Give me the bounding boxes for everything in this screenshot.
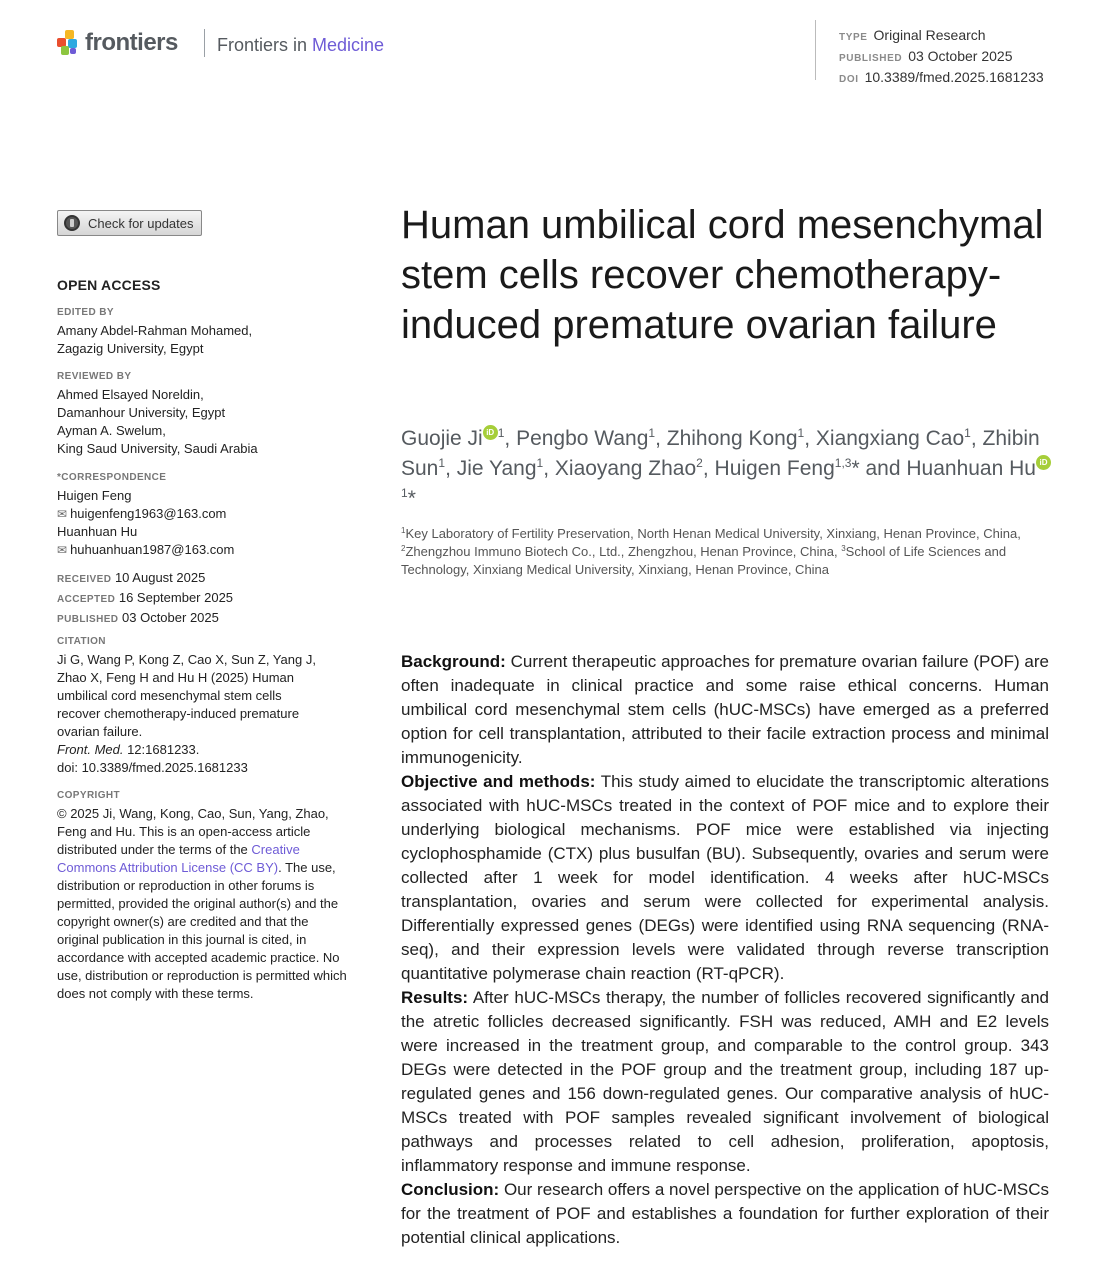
abstract-heading: Conclusion: xyxy=(401,1180,500,1199)
author-name: Huanhuan Hu xyxy=(906,457,1036,480)
accepted-label: ACCEPTED xyxy=(57,594,116,605)
author-name: Xiaoyang Zhao xyxy=(554,457,697,480)
abstract-heading: Objective and methods: xyxy=(401,772,596,791)
published-date: 03 October 2025 xyxy=(122,610,219,625)
edited-by-label: EDITED BY xyxy=(57,307,114,318)
reviewer-line: Ayman A. Swelum, xyxy=(57,423,166,438)
author-name: Guojie Ji xyxy=(401,427,483,450)
author-name: Huigen Feng xyxy=(714,457,835,480)
author-affiliation-sup: 1 xyxy=(964,426,971,440)
correspondent-name: Huigen Feng xyxy=(57,488,132,503)
logo-divider xyxy=(204,29,205,57)
author-affiliation-sup: 1,3 xyxy=(834,456,852,470)
accepted-date: 16 September 2025 xyxy=(118,590,234,605)
article-meta xyxy=(839,26,1044,89)
author[interactable] xyxy=(816,427,971,450)
abstract-text: Our research offers a novel perspective on the application of hUC-MSCs for the treatment of POF and establishes a foundation for further exploration of their potential clinical applications. xyxy=(401,1180,1049,1247)
abstract-conclusion xyxy=(401,1178,1049,1250)
author-affiliation-sup: 1 xyxy=(797,426,805,440)
editor-line: Zagazig University, Egypt xyxy=(57,341,204,356)
abstract xyxy=(401,650,1049,1250)
abstract-objective xyxy=(401,770,1049,986)
check-updates-label: Check for updates xyxy=(88,215,194,231)
correspondent-email[interactable]: ✉ huigenfeng1963@163.com xyxy=(57,505,357,523)
copyright-section xyxy=(57,789,352,1003)
citation-line: umbilical cord mesenchymal stem cells xyxy=(57,688,282,703)
author-affiliation-sup: 1 xyxy=(438,456,446,470)
copyright-pre: © 2025 Ji, Wang, Kong, Cao, Sun, Yang, Zhao, Feng and Hu. This is an open-access article distributed under the terms of the xyxy=(57,806,329,857)
orcid-icon[interactable]: iD xyxy=(483,425,498,440)
copyright-label: COPYRIGHT xyxy=(57,790,121,801)
author-affiliation-sup: 1 xyxy=(648,426,656,440)
citation-doi[interactable]: doi: 10.3389/fmed.2025.1681233 xyxy=(57,760,248,775)
reviewer-line: Damanhour University, Egypt xyxy=(57,405,226,420)
copyright-text xyxy=(57,805,352,1003)
check-for-updates-button[interactable] xyxy=(57,210,202,236)
citation-journal: Front. Med. xyxy=(57,742,124,757)
abstract-results xyxy=(401,986,1049,1178)
abstract-heading: Results: xyxy=(401,988,469,1007)
abstract-text: After hUC-MSCs therapy, the number of follicles recovered significantly and the atretic follicles decreased significantly. FSH was reduced, AMH and E2 levels were increased in the treatment group, and comparable to the control group. 343 DEGs were detected in the POF group and the treatment group, including 187 up-regulated genes and 156 down-regulated genes. Our comparative analysis of hUC-MSCs treated with POF samples revealed significant involvement of biological pathways and processes related to cell adhesion, proliferation, apoptosis, inflammatory response and immune response. xyxy=(401,988,1049,1175)
edited-by-section xyxy=(57,306,357,358)
author-list: Guojie Ji iD $^1$, Pengbo Wang$^1$, Zhihong Kong$^1$, Xiangxiang Cao$^1$, Zhibin Sun$^1$, Jie Yang$^1$, Xiaoyang Zhao$^2$, Huigen Feng$^{1,3}$* and Huanhuan Hu $iD^1*$ xyxy=(401,424,1051,514)
author[interactable] xyxy=(457,457,543,480)
type-label: TYPE xyxy=(839,32,868,43)
affiliation-sup: 3 xyxy=(841,544,846,553)
author[interactable] xyxy=(516,427,655,450)
logo-wordmark: frontiers xyxy=(85,29,178,56)
article-title: Human umbilical cord mesenchymal stem cells recover chemotherapy-induced premature ovarian failure xyxy=(401,203,1044,347)
citation-line: Zhao X, Feng H and Hu H (2025) Human xyxy=(57,670,295,685)
correspondent-email[interactable]: ✉ huhuanhuan1987@163.com xyxy=(57,541,357,559)
orcid-icon[interactable]: iD xyxy=(1036,455,1051,470)
author-name: Xiangxiang Cao xyxy=(815,427,965,450)
published-label: PUBLISHED xyxy=(839,53,903,64)
author-affiliation-sup: 1 xyxy=(497,426,505,440)
reviewed-by-section xyxy=(57,370,357,458)
doi-label: DOI xyxy=(839,74,859,85)
reviewer-line: Ahmed Elsayed Noreldin, xyxy=(57,387,204,402)
author-affiliation-sup: 1 xyxy=(536,456,544,470)
affiliations xyxy=(401,525,1051,579)
published-label: PUBLISHED xyxy=(57,614,119,625)
author-affiliation-sup: 2 xyxy=(696,456,703,470)
received-date: 10 August 2025 xyxy=(114,570,206,585)
citation-volume: 12:1681233. xyxy=(123,742,200,757)
journal-title: Medicine xyxy=(312,35,385,55)
affiliation-text: Zhengzhou Immuno Biotech Co., Ltd., Zhengzhou, Henan Province, China, xyxy=(405,544,842,559)
author-name: Zhihong Kong xyxy=(666,427,798,450)
corresponding-mark: * xyxy=(851,457,860,480)
type-value: Original Research xyxy=(873,27,986,43)
editor-line: Amany Abdel-Rahman Mohamed, xyxy=(57,323,253,338)
author-affiliation-sup: 1 xyxy=(401,486,408,500)
author-name: Zhibin Sun xyxy=(401,427,1040,480)
correspondence-section xyxy=(57,471,357,559)
affiliation-text: Key Laboratory of Fertility Preservation, North Henan Medical University, Xinxiang, Henan Province, China, xyxy=(405,526,1021,541)
citation-label: CITATION xyxy=(57,636,106,647)
received-label: RECEIVED xyxy=(57,574,112,585)
citation-section xyxy=(57,635,357,777)
affiliation-text: School of Life Sciences and Technology, Xinxiang Medical University, Xinxiang, Henan Province, China xyxy=(401,544,1007,577)
cc-by-license-link[interactable]: Creative Commons Attribution License (CC BY) xyxy=(57,842,300,875)
affiliation-sup: 1 xyxy=(401,526,406,535)
author[interactable] xyxy=(401,427,504,450)
author-name: Jie Yang xyxy=(456,457,537,480)
affiliation-sup: 2 xyxy=(401,544,406,553)
frontiers-logo[interactable] xyxy=(57,29,178,57)
correspondence-label: *CORRESPONDENCE xyxy=(57,472,167,483)
dates-section xyxy=(57,569,357,629)
citation-line: Ji G, Wang P, Kong Z, Cao X, Sun Z, Yang J, xyxy=(57,652,316,667)
corresponding-mark: * xyxy=(407,487,416,510)
update-icon xyxy=(64,215,80,231)
author[interactable] xyxy=(715,457,860,480)
author-name: Pengbo Wang xyxy=(516,427,649,450)
abstract-heading: Background: xyxy=(401,652,506,671)
meta-divider xyxy=(815,20,816,80)
author[interactable] xyxy=(667,427,804,450)
doi-value[interactable]: 10.3389/fmed.2025.1681233 xyxy=(864,69,1044,85)
author[interactable] xyxy=(555,457,703,480)
correspondent-name: Huanhuan Hu xyxy=(57,524,138,539)
reviewed-by-label: REVIEWED BY xyxy=(57,371,132,382)
abstract-text: Current therapeutic approaches for premature ovarian failure (POF) are often inadequate in clinical practice and some raise ethical concerns. Human umbilical cord mesenchymal stem cells (hUC-MSCs) have emerged as a preferred option for cell transplantation, attributed to their facile extraction process and minimal immunogenicity. xyxy=(401,652,1049,767)
citation-line: ovarian failure. xyxy=(57,724,143,739)
frontiers-logo-icon xyxy=(57,30,79,56)
copyright-post: . The use, distribution or reproduction in other forums is permitted, provided the original author(s) and the copyright owner(s) are credited and that the original publication in this journal is cited, in accordance with accepted academic practice. No use, distribution or reproduction is permitted which does not comply with these terms. xyxy=(57,860,347,1001)
abstract-text: This study aimed to elucidate the transcriptomic alterations associated with hUC-MSCs treated in the context of POF mice and to explore their underlying biological mechanisms. POF mice were established via injecting cyclophosphamide (CTX) plus busulfan (BU). Subsequently, ovaries and serum were collected after 1 week for model identification. 4 weeks after hUC-MSCs transplantation, ovaries and serum were collected for experimental analysis. Differentially expressed genes (DEGs) were identified using RNA sequencing (RNA-seq), and their expression levels were validated through reverse transcription quantitative polymerase chain reaction (RT-qPCR). xyxy=(401,772,1049,983)
journal-name[interactable] xyxy=(217,35,384,56)
journal-prefix: Frontiers in xyxy=(217,35,313,55)
reviewer-line: King Saud University, Saudi Arabia xyxy=(57,441,258,456)
citation-line: recover chemotherapy-induced premature xyxy=(57,706,300,721)
open-access-label: OPEN ACCESS xyxy=(57,277,161,293)
abstract-background xyxy=(401,650,1049,770)
published-value: 03 October 2025 xyxy=(908,48,1013,64)
